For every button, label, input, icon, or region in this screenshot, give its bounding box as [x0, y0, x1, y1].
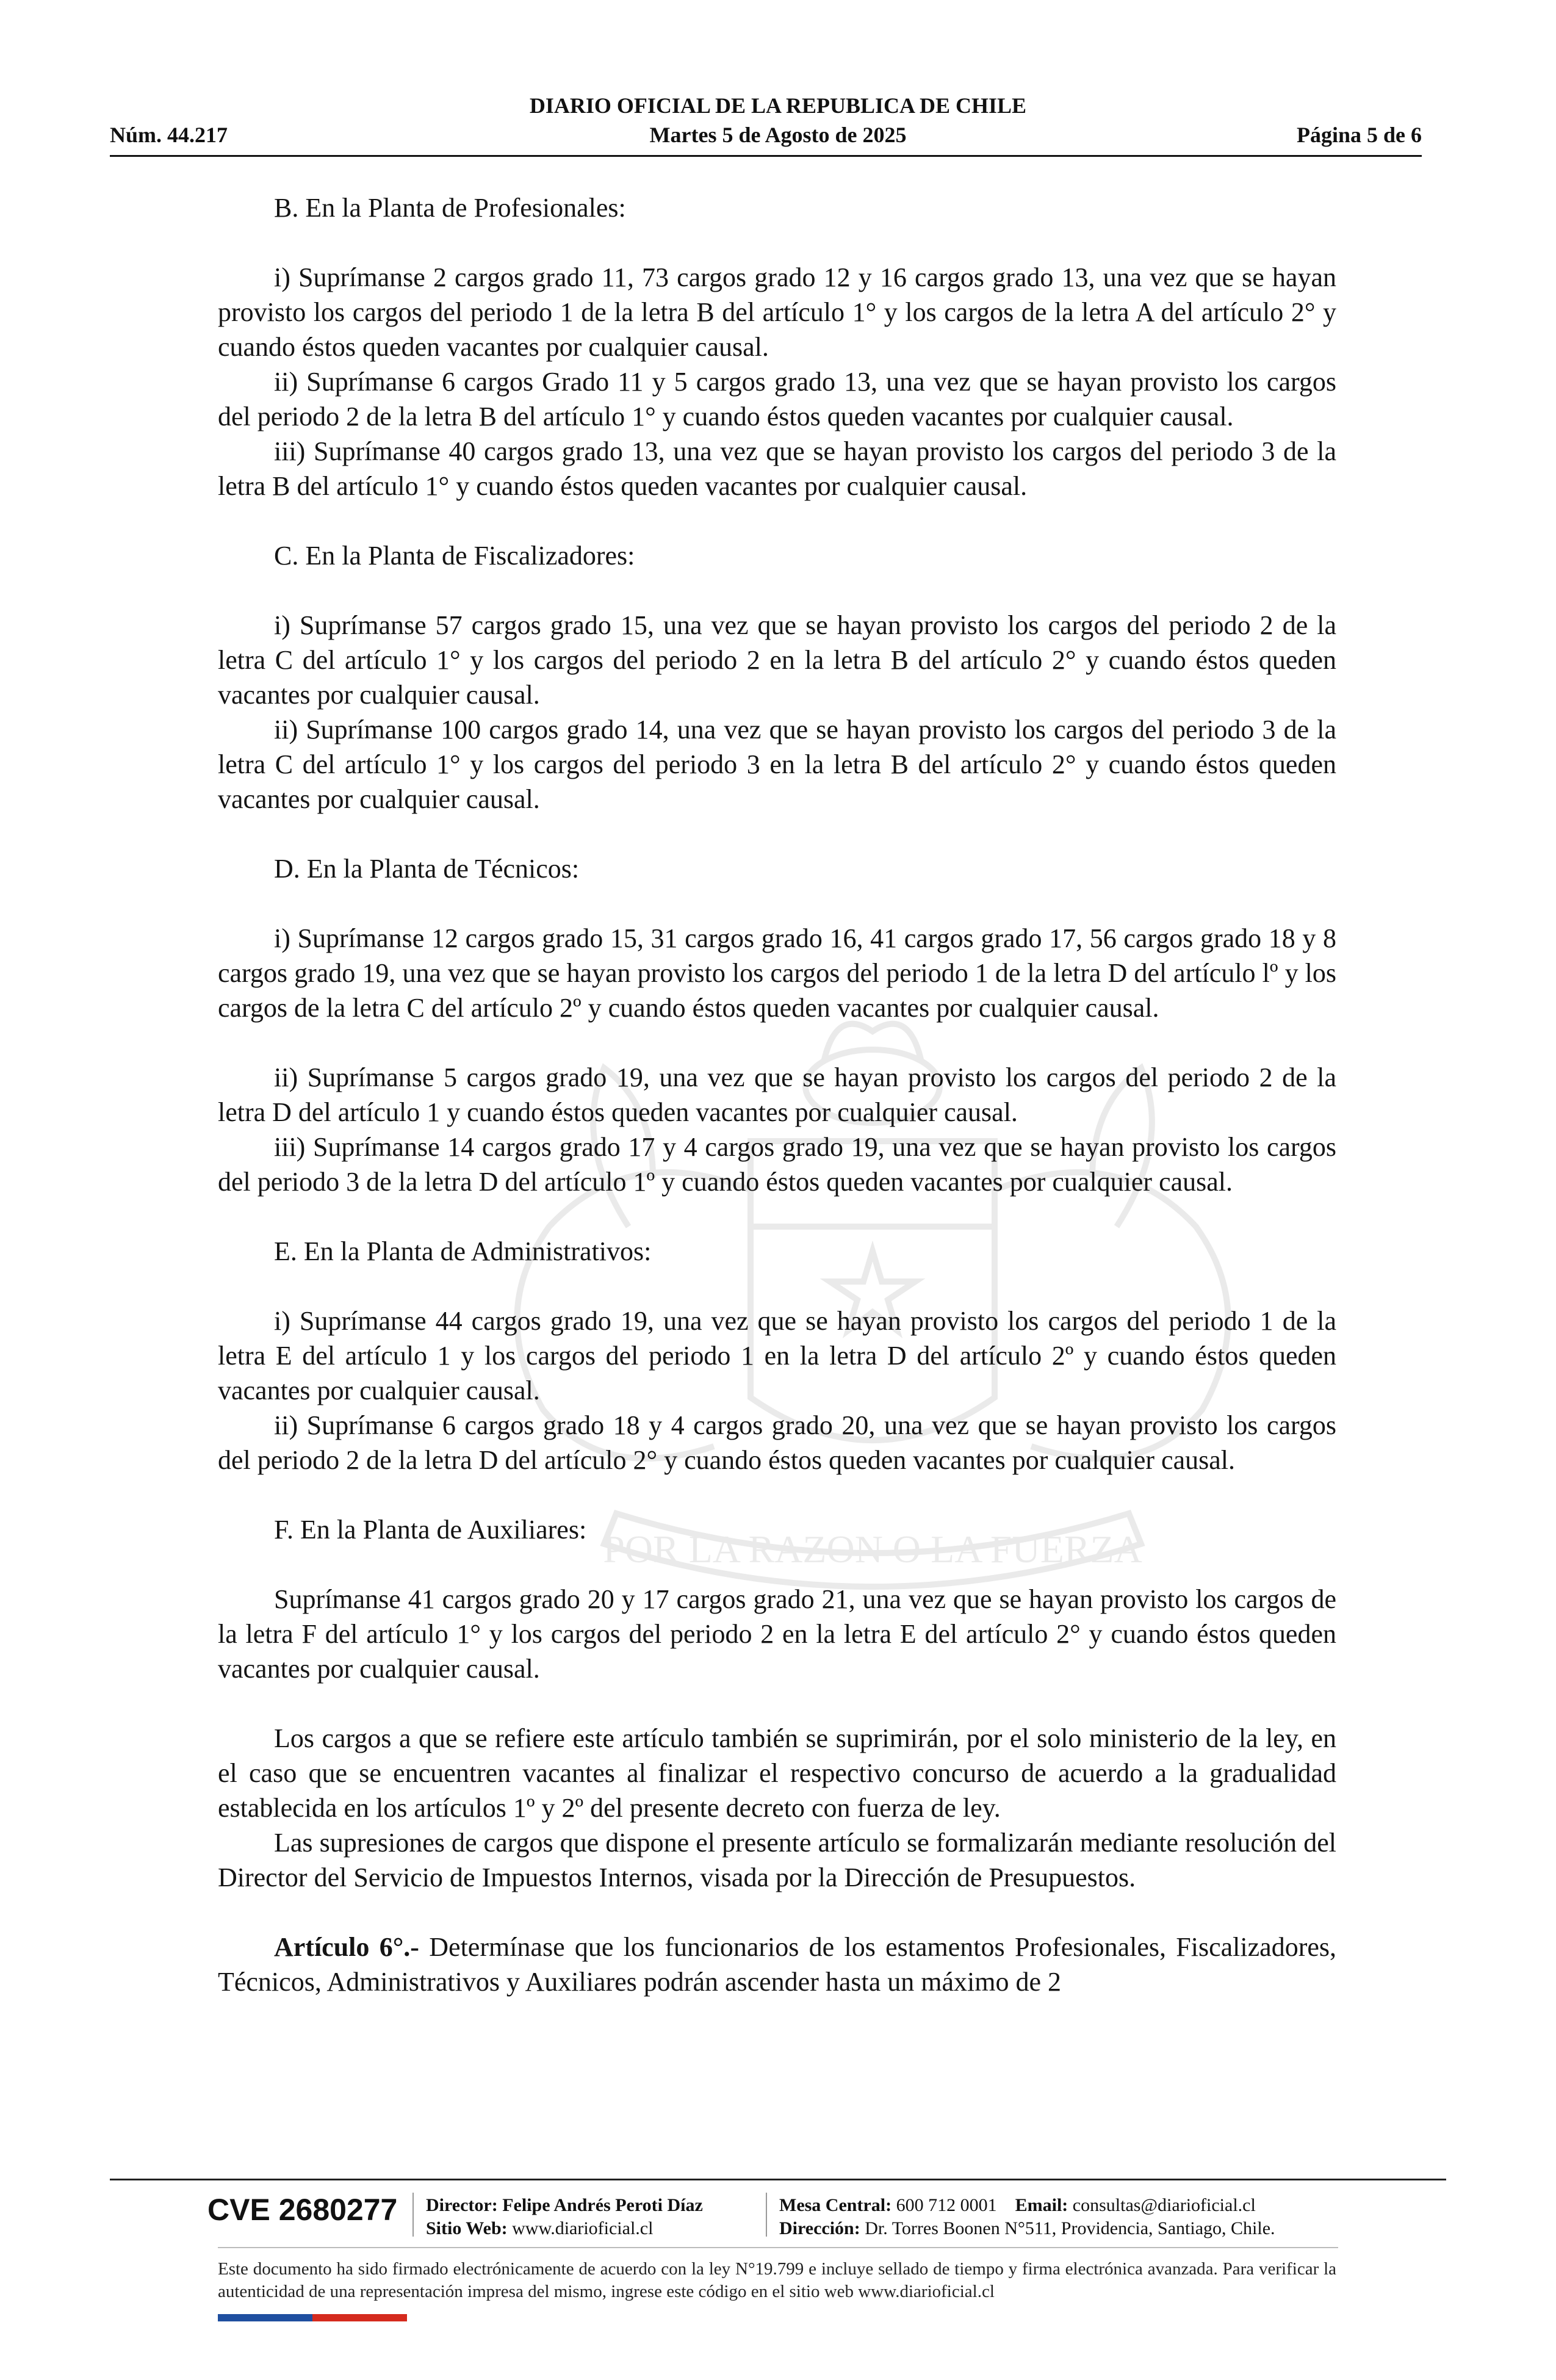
paragraph: i) Suprímanse 44 cargos grado 19, una vez que se hayan provisto los cargos del periodo 1 de la letra E del artículo 1 y los cargos del periodo 1 en la letra D del artículo 2º y cuando éstos queden vacantes por cualquier causal.: [218, 1306, 1336, 1405]
paragraph: iii) Suprímanse 40 cargos grado 13, una vez que se hayan provisto los cargos del periodo 3 de la letra B del artículo 1° y cuando éstos queden vacantes por cualquier causal.: [218, 436, 1336, 501]
article-heading: Artículo 6°.-: [274, 1932, 419, 1962]
section-heading: C. En la Planta de Fiscalizadores:: [274, 541, 635, 571]
footer-separator: [412, 2193, 414, 2237]
issue-number: Núm. 44.217: [110, 123, 228, 147]
paragraph: ii) Suprímanse 6 cargos Grado 11 y 5 cargos grado 13, una vez que se hayan provisto los cargos del periodo 2 de la letra B del artículo 1° y cuando éstos queden vacantes por cualquier causal.: [218, 367, 1336, 431]
phone-value: 600 712 0001: [896, 2195, 997, 2215]
page-indicator: Página 5 de 6: [1296, 123, 1422, 147]
section-heading: B. En la Planta de Profesionales:: [274, 193, 626, 223]
paragraph: ii) Suprímanse 100 cargos grado 14, una vez que se hayan provisto los cargos del periodo 3 de la letra C del artículo 1° y los cargos del periodo 3 en la letra B del artículo 2° y cuando éstos queden vacantes por cualquier causal.: [218, 715, 1336, 814]
director-name: Felipe Andrés Peroti Díaz: [502, 2195, 703, 2215]
section-heading: D. En la Planta de Técnicos:: [274, 854, 580, 884]
flag-stripe-red: [312, 2314, 407, 2321]
signature-notice: Este documento ha sido firmado electrónicamente de acuerdo con la ley N°19.799 e incluye sellado de tiempo y firma electrónica avanzada. Para verificar la autenticidad de una representación impresa del mismo, ingrese este código en el sitio web www.diarioficial.cl: [218, 2259, 1336, 2301]
flag-stripe-blue: [218, 2314, 312, 2321]
phone-label: Mesa Central:: [779, 2195, 892, 2215]
section-heading: F. En la Planta de Auxiliares:: [274, 1515, 587, 1545]
paragraph: i) Suprímanse 57 cargos grado 15, una vez que se hayan provisto los cargos del periodo 2 de la letra C del artículo 1° y los cargos del periodo 2 en la letra B del artículo 2° y cuando éstos queden vacantes por cualquier causal.: [218, 610, 1336, 710]
paragraph: ii) Suprímanse 5 cargos grado 19, una vez que se hayan provisto los cargos del periodo 2 de la letra D del artículo 1 y cuando éstos queden vacantes por cualquier causal.: [218, 1062, 1336, 1127]
email-link[interactable]: consultas@diarioficial.cl: [1072, 2195, 1256, 2215]
article-text: Determínase que los funcionarios de los estamentos Profesionales, Fiscalizadores, Técnicos, Administrativos y Auxiliares podrán ascender hasta un máximo de 2: [218, 1932, 1336, 1997]
footer-separator: [766, 2193, 767, 2237]
email-label: Email:: [1015, 2195, 1068, 2215]
cve-code: CVE 2680277: [207, 2193, 398, 2227]
gazette-title: DIARIO OFICIAL DE LA REPUBLICA DE CHILE: [529, 93, 1027, 118]
issue-date: Martes 5 de Agosto de 2025: [649, 123, 907, 147]
director-label: Director:: [426, 2195, 498, 2215]
paragraph: ii) Suprímanse 6 cargos grado 18 y 4 cargos grado 20, una vez que se hayan provisto los cargos del periodo 2 de la letra D del artículo 2° y cuando éstos queden vacantes por cualquier causal.: [218, 1410, 1336, 1475]
paragraph: i) Suprímanse 2 cargos grado 11, 73 cargos grado 12 y 16 cargos grado 13, una vez que se hayan provisto los cargos del periodo 1 de la letra B del artículo 1° y los cargos de la letra A del artículo 2° y cuando éstos queden vacantes por cualquier causal.: [218, 262, 1336, 362]
paragraph: iii) Suprímanse 14 cargos grado 17 y 4 cargos grado 19, una vez que se hayan provisto los cargos del periodo 3 de la letra D del artículo 1º y cuando éstos queden vacantes por cualquier causal.: [218, 1132, 1336, 1197]
address-label: Dirección:: [779, 2218, 860, 2238]
paragraph: i) Suprímanse 12 cargos grado 15, 31 cargos grado 16, 41 cargos grado 17, 56 cargos grado 18 y 8 cargos grado 19, una vez que se hayan provisto los cargos del periodo 1 de la letra D del artículo lº y los cargos de la letra C del artículo 2º y cuando éstos queden vacantes por cualquier causal.: [218, 923, 1336, 1023]
section-heading: E. En la Planta de Administrativos:: [274, 1236, 652, 1266]
motto-text: POR LA RAZON O LA FUERZA: [603, 1527, 1142, 1571]
footer-director-block: [426, 2194, 703, 2240]
footer-divider: [110, 2179, 1446, 2180]
paragraph: Los cargos a que se refiere este artículo también se suprimirán, por el solo ministerio de la ley, en el caso que se encuentren vacantes al finalizar el respectivo concurso de acuerdo a la gradualidad establecida en los artículos 1º y 2º del presente decreto con fuerza de ley.: [218, 1723, 1336, 1823]
document-body: [218, 190, 1336, 1999]
paragraph: Suprímanse 41 cargos grado 20 y 17 cargos grado 21, una vez que se hayan provisto los cargos de la letra F del artículo 1° y los cargos del periodo 2 en la letra E del artículo 2° y cuando éstos queden vacantes por cualquier causal.: [218, 1584, 1336, 1684]
footer-inner-divider: [218, 2247, 1338, 2248]
header-divider: [110, 155, 1422, 157]
article-paragraph: [218, 1930, 1336, 1999]
site-link[interactable]: www.diarioficial.cl: [512, 2218, 654, 2238]
footer-contact-block: [779, 2194, 1275, 2240]
paragraph: Las supresiones de cargos que dispone el presente artículo se formalizarán mediante resolución del Director del Servicio de Impuestos Internos, visada por la Dirección de Presupuestos.: [218, 1828, 1336, 1892]
address-value: Dr. Torres Boonen N°511, Providencia, Santiago, Chile.: [865, 2218, 1275, 2238]
site-label: Sitio Web:: [426, 2218, 508, 2238]
